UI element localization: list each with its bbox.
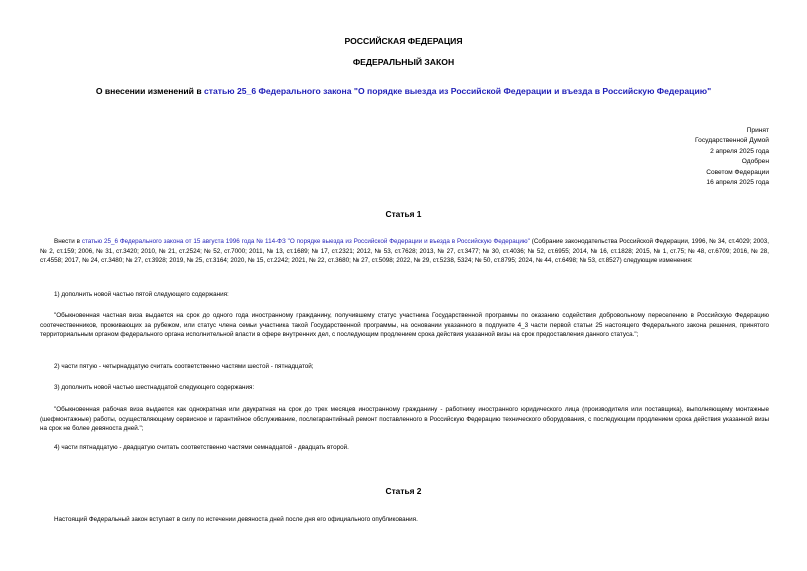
item-1: 1) дополнить новой частью пятой следующего содержания: xyxy=(54,291,229,298)
article-2-text: Настоящий Федеральный закон вступает в силу по истечении девяноста дней после дня его официального опубликования. xyxy=(54,516,418,523)
adoption-line: Принят xyxy=(746,127,769,134)
article-1-heading: Статья 1 xyxy=(385,209,422,219)
adoption-line: 2 апреля 2025 года xyxy=(710,147,769,155)
item-3-text: "Обыкновенная рабочая виза выдается как однократная или двукратная на срок до трех месяцев иностранному гражданину - работнику иностранного юридического лица (производителя или поставщика), выполняющему монтажные (шефмонтажные) работы, осуществляющему сервисное и гарантийное обслуживание, послегарантийный ремонт поставленного в Российскую Федерацию технического оборудования, с последующим продлением срока действия указанной визы на срок не более девяноста дней."; xyxy=(40,406,769,433)
item-3: 3) дополнить новой частью шестнадцатой следующего содержания: xyxy=(54,384,255,391)
adoption-info xyxy=(695,126,769,188)
adoption-line: Советом Федерации xyxy=(706,168,769,176)
law-title xyxy=(0,86,807,96)
intro-suffix: (Собрание законодательства Российской Федерации, 1996, № 34, ст.4029; 2003, № 2, ст.159; 2006, № 31, ст.3420; 2010, № 21, ст.2524; № 52, ст.7000; 2011, № 13, ст.1689; № 17, ст.2321; 2012, № 53, ст.7628; 2013, № 27, ст.3477; № 30, ст.4036; № 52, ст.6955; 2014, № 16, ст.1828; 2015, № 1, ст.75; № 48, ст.6709; 2016, № 28, ст.4558; 2017, № 24, ст.3480; № 27, ст.3928; 2019, № 25, ст.3164; 2020, № 15, ст.2242; 2021, № 22, ст.3680; № 27, ст.5098; 2022, № 29, ст.5238, 5324; № 50, ст.8795; 2024, № 44, ст.6498; № 53, ст.8527) следующие изменения: xyxy=(40,238,769,265)
law-title-prefix: О внесении изменений в xyxy=(95,86,205,96)
item-4: 4) части пятнадцатую - двадцатую считать соответственно частями семнадцатой - двадцать второй. xyxy=(54,444,349,451)
adoption-line: Одобрен xyxy=(741,158,769,166)
law-title-link[interactable]: статью 25_6 Федерального закона "О порядке выезда из Российской Федерации и въезда в Российскую Федерацию" xyxy=(204,86,712,96)
intro-link[interactable]: статью 25_6 Федерального закона от 15 августа 1996 года № 114-ФЗ "О порядке выезда из Российской Федерации и въезда в Российскую Федерацию" xyxy=(81,238,530,245)
item-1-text: "Обыкновенная частная виза выдается на срок до одного года иностранному гражданину, получившему статус участника Государственной программы по оказанию содействия добровольному переселению в Российскую Федерацию соотечественников, проживающих за рубежом, или статус члена семьи участника такой Государственной программы, на основании указанного в подпункте 4_3 части первой статьи 25 настоящего Федерального закона решения, принятого территориальным органом федерального органа исполнительной власти в сфере внутренних дел, с последующим продлением срока действия указанной визы на срок предоставления данного статуса."; xyxy=(40,312,769,339)
item-2: 2) части пятую - четырнадцатую считать соответственно частями шестой - пятнадцатой; xyxy=(54,363,314,370)
country-heading: РОССИЙСКАЯ ФЕДЕРАЦИЯ xyxy=(344,36,463,46)
adoption-line: 16 апреля 2025 года xyxy=(706,179,769,187)
article-1-intro xyxy=(40,237,769,266)
adoption-line: Государственной Думой xyxy=(695,137,769,145)
article-2-heading: Статья 2 xyxy=(385,486,422,496)
law-type-heading: ФЕДЕРАЛЬНЫЙ ЗАКОН xyxy=(352,57,455,67)
intro-prefix: Внести в xyxy=(54,238,82,245)
